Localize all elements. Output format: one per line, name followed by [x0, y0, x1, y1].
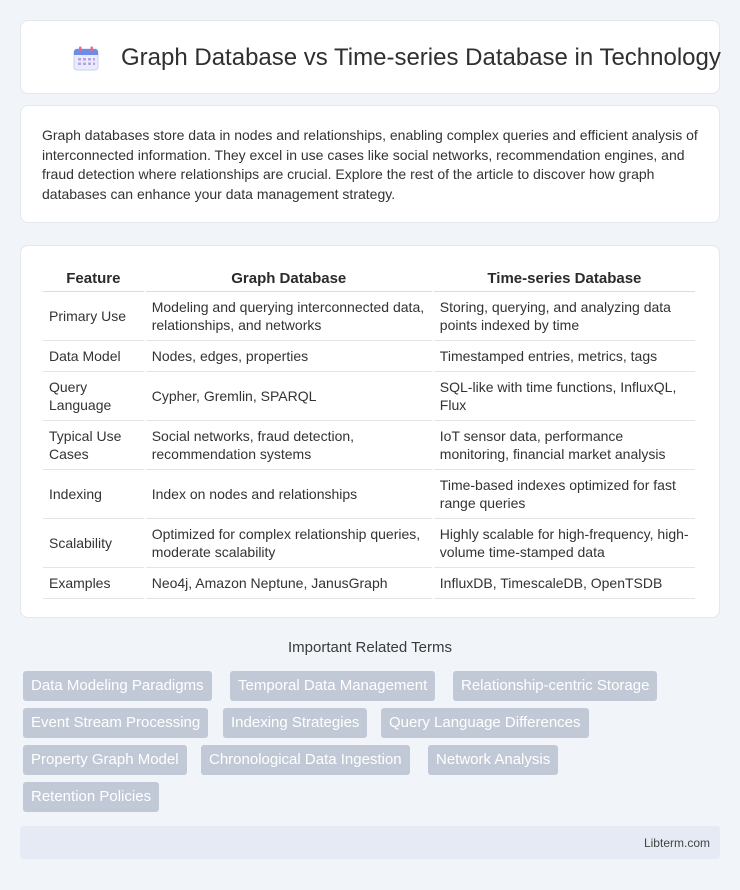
table-cell: Scalability [43, 519, 144, 568]
comparison-table [41, 265, 697, 599]
header-time-series-database: Time-series Database [434, 265, 695, 292]
comparison-card [20, 245, 720, 618]
table-cell: Query Language [43, 372, 144, 421]
table-row [43, 372, 695, 421]
table-cell: Neo4j, Amazon Neptune, JanusGraph [146, 568, 432, 599]
table-cell: Indexing [43, 470, 144, 519]
table-cell: IoT sensor data, performance monitoring, financial market analysis [434, 421, 695, 470]
footer [20, 826, 720, 859]
table-row [43, 519, 695, 568]
table-cell: Nodes, edges, properties [146, 341, 432, 372]
table-row [43, 341, 695, 372]
table-cell: Index on nodes and relationships [146, 470, 432, 519]
tag-query-language-differences[interactable]: Query Language Differences [381, 708, 589, 738]
calendar-icon [73, 46, 99, 72]
table-row [43, 568, 695, 599]
table-cell: Storing, querying, and analyzing data points indexed by time [434, 292, 695, 341]
tag-indexing-strategies[interactable]: Indexing Strategies [223, 708, 367, 738]
table-cell: Cypher, Gremlin, SPARQL [146, 372, 432, 421]
table-row [43, 292, 695, 341]
intro-card [20, 105, 720, 223]
tag-retention-policies[interactable]: Retention Policies [23, 782, 159, 812]
header-feature: Feature [43, 265, 144, 292]
related-terms-heading: Important Related Terms [288, 639, 452, 656]
tag-property-graph-model[interactable]: Property Graph Model [23, 745, 187, 775]
tag-chronological-data-ingestion[interactable]: Chronological Data Ingestion [201, 745, 410, 775]
table-cell: Optimized for complex relationship queries, moderate scalability [146, 519, 432, 568]
header-graph-database: Graph Database [146, 265, 432, 292]
table-cell: InfluxDB, TimescaleDB, OpenTSDB [434, 568, 695, 599]
table-cell: Time-based indexes optimized for fast range queries [434, 470, 695, 519]
table-cell: Highly scalable for high-frequency, high-volume time-stamped data [434, 519, 695, 568]
title-card [20, 20, 720, 94]
tag-temporal-data-management[interactable]: Temporal Data Management [230, 671, 435, 701]
table-row [43, 470, 695, 519]
tag-network-analysis[interactable]: Network Analysis [428, 745, 558, 775]
table-header-row [43, 265, 695, 292]
page-title: Graph Database vs Time-series Database in Technology [121, 44, 721, 71]
footer-site-link[interactable]: Libterm.com [643, 836, 710, 850]
table-cell: Timestamped entries, metrics, tags [434, 341, 695, 372]
intro-text: Graph databases store data in nodes and relationships, enabling complex queries and efficient analysis of interconnected information. They excel in use cases like social networks, recommendation engines, and fraud detection where relationships are crucial. Explore the rest of the article to discover how graph databases can enhance your data management strategy. [42, 127, 698, 202]
table-cell: SQL-like with time functions, InfluxQL, Flux [434, 372, 695, 421]
tag-event-stream-processing[interactable]: Event Stream Processing [23, 708, 208, 738]
tag-data-modeling-paradigms[interactable]: Data Modeling Paradigms [23, 671, 212, 701]
table-cell: Typical Use Cases [43, 421, 144, 470]
table-cell: Modeling and querying interconnected data, relationships, and networks [146, 292, 432, 341]
table-cell: Data Model [43, 341, 144, 372]
table-row [43, 421, 695, 470]
table-cell: Primary Use [43, 292, 144, 341]
table-cell: Social networks, fraud detection, recommendation systems [146, 421, 432, 470]
tag-relationship-centric-storage[interactable]: Relationship-centric Storage [453, 671, 657, 701]
table-cell: Examples [43, 568, 144, 599]
